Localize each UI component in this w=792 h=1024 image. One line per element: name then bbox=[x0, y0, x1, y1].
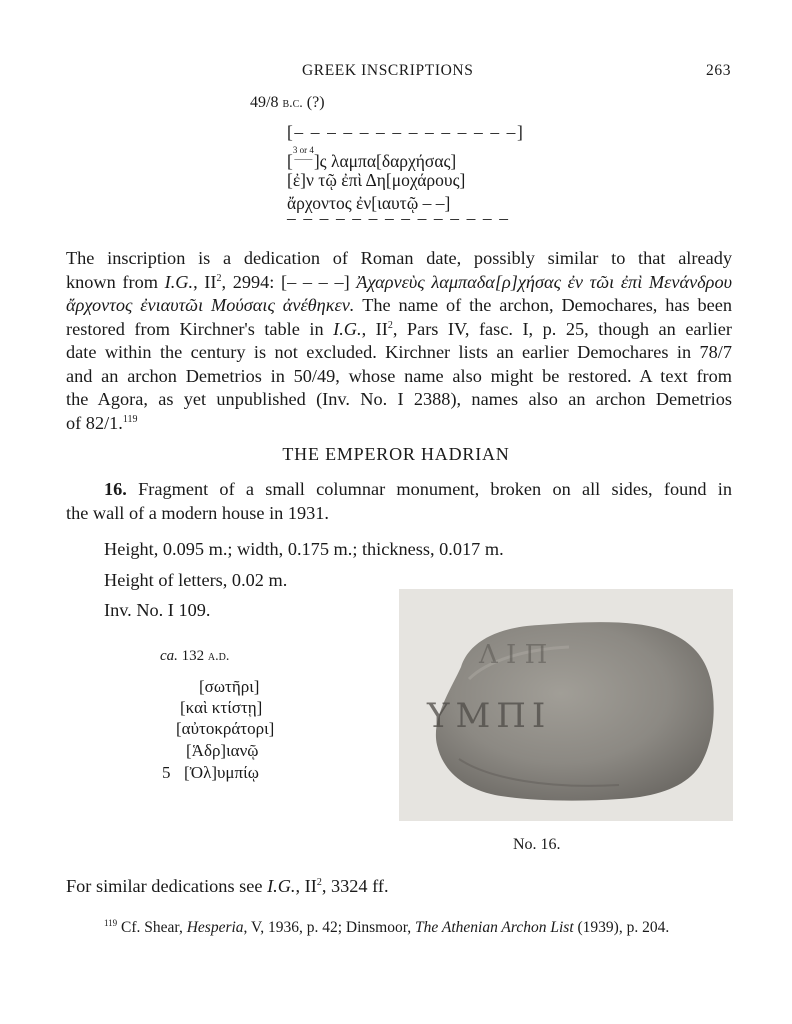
footnote-ref: 119 bbox=[122, 413, 138, 425]
inscription-line-5: – – – – – – – – – – – – – – bbox=[287, 208, 510, 228]
lacuna-count: 3 or 4 bbox=[292, 145, 314, 155]
entry-description bbox=[66, 478, 732, 525]
commentary-paragraph bbox=[66, 247, 732, 435]
inscription-line-3: [ἐ]ν τῷ ἐπὶ Δη[μοχάρους] bbox=[287, 170, 466, 190]
footnote-number: 119 bbox=[104, 918, 118, 928]
paragraph-line: the Agora, as yet unpublished (Inv. No. I 2388), names also an archon Demetrios bbox=[66, 389, 732, 409]
paragraph-line: ἄρχοντος ἐνιαυτῶι Μούσαις ἀνέθηκεν. The name of the archon, Demochares, has been bbox=[66, 295, 732, 315]
fragment-photo bbox=[399, 589, 733, 821]
greek-line: [σωτῆρι] bbox=[199, 677, 260, 696]
stone-fragment-image bbox=[399, 589, 733, 821]
entry-number: 16. bbox=[104, 479, 127, 499]
greek-quote: ἄρχοντος ἐνιαυτῶι Μούσαις ἀνέθηκεν. bbox=[66, 295, 355, 315]
inscription-date bbox=[250, 94, 325, 112]
date-uncertain: (?) bbox=[306, 94, 325, 111]
ig-citation: I.G. bbox=[333, 318, 362, 339]
paragraph-line: known from I.G., $II^2$, 2994: [– – – –] Ἀχαρνεὺς λαμπαδα[ρ]χήσας ἐν τῶι ἐπὶ Μενάνδρου bbox=[66, 271, 732, 292]
letter-height: Height of letters, 0.02 m. bbox=[104, 570, 288, 590]
ig-citation: I.G. bbox=[164, 271, 194, 292]
inscription-line-1: [– – – – – – – – – – – – – –] bbox=[287, 122, 525, 142]
inscription-line-2-text: ]ς λαμπα[δαρχήσας] bbox=[313, 151, 457, 171]
entry-line: 16. Fragment of a small columnar monument, broken on all sides, found in bbox=[104, 479, 732, 499]
date-years: 49/8 bbox=[250, 94, 279, 111]
dimensions: Height, 0.095 m.; width, 0.175 m.; thickness, 0.017 m. bbox=[104, 539, 504, 559]
paragraph-line: of 82/1.$^{119}$ bbox=[66, 412, 138, 433]
inscription-line-4: ἄρχοντος ἐν[ιαυτῷ – –] bbox=[287, 193, 451, 213]
greek-line: [αὐτοκράτορι] bbox=[176, 719, 275, 738]
inscription-line-2: [3 or 4 ——]ς λαμπα[δαρχήσας] bbox=[287, 145, 457, 171]
similar-dedications-note: For similar dedications see I.G., $II^2$, 3324 ff. bbox=[66, 876, 389, 896]
photo-caption: No. 16. bbox=[513, 836, 561, 853]
entry-line: the wall of a modern house in 1931. bbox=[66, 502, 329, 523]
paragraph-line: The inscription is a dedication of Roman date, possibly similar to that already bbox=[66, 248, 732, 268]
running-header-title: GREEK INSCRIPTIONS bbox=[302, 62, 474, 79]
inscription-date: ca. 132 a.d. bbox=[160, 648, 230, 664]
page-number: 263 bbox=[706, 62, 732, 79]
footnote: $^{119}$ Cf. Shear, Hesperia, V, 1936, p. 42; Dinsmoor, The Athenian Archon List (1939), p. 204. bbox=[104, 918, 670, 936]
engraved-letters-top: Λ Ι Π bbox=[479, 640, 548, 670]
paragraph-line: and an archon Demetrios in 50/49, whose name also might be restored. A text from bbox=[66, 365, 732, 386]
inventory-number: Inv. No. I 109. bbox=[104, 600, 211, 620]
greek-quote: Ἀχαρνεὺς λαμπαδα[ρ]χήσας ἐν τῶι ἐπὶ Μενάνδρου bbox=[356, 271, 732, 292]
date-era: b.c. bbox=[282, 96, 303, 111]
paragraph-line: date within the century is not excluded. Kirchner lists an earlier Demochares in 78/7 bbox=[66, 342, 732, 362]
greek-line: [Ὀλ]υμπίῳ bbox=[184, 763, 259, 782]
greek-line: [Ἁδρ]ιανῷ bbox=[186, 741, 259, 760]
line-number: 5 bbox=[162, 763, 171, 782]
paragraph-line: restored from Kirchner's table in I.G., $II^2$, Pars IV, fasc. I, p. 25, though an earlier bbox=[66, 318, 732, 339]
engraved-letters: ΥΜΠΙ bbox=[427, 696, 552, 736]
section-title: THE EMPEROR HADRIAN bbox=[282, 444, 510, 464]
greek-line: [καὶ κτίστῃ] bbox=[180, 698, 263, 717]
